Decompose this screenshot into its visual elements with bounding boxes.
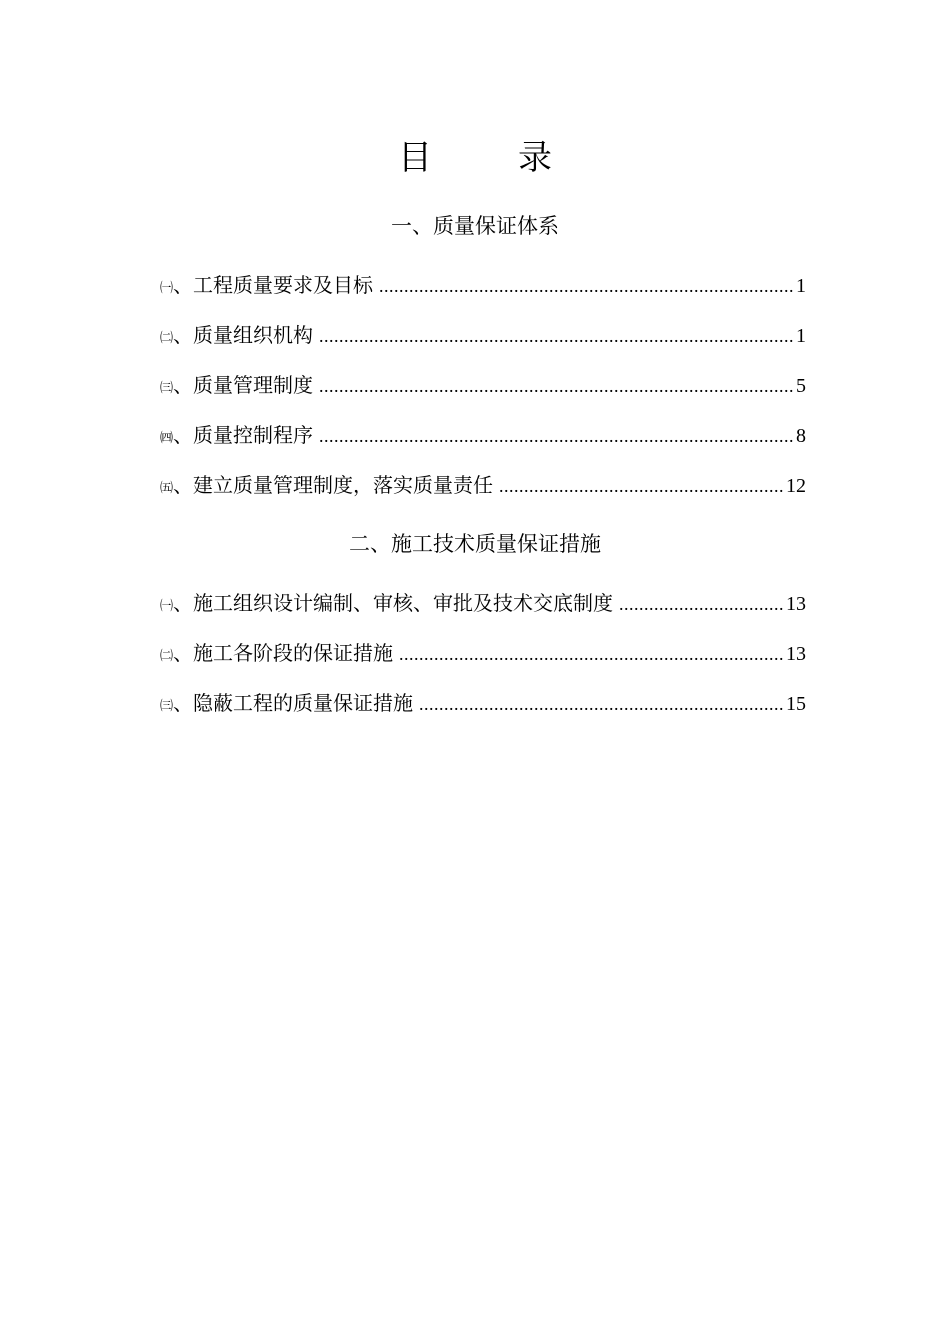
toc-entry[interactable] (160, 470, 806, 500)
toc-entry-separator: 、 (173, 691, 194, 715)
toc-entry-separator: 、 (173, 423, 194, 447)
toc-entry[interactable] (160, 370, 806, 400)
toc-page-number: 13 (786, 593, 806, 615)
toc-entry-number: ㈡ (160, 649, 174, 664)
toc-entry-number: ㈠ (160, 599, 174, 614)
toc-entry-separator: 、 (173, 323, 194, 347)
page-title (0, 133, 950, 183)
toc-entry-title: 建立质量管理制度，落实质量责任 (193, 473, 494, 497)
toc-dot-leader (499, 471, 784, 501)
toc-entry-number: ㈡ (160, 331, 174, 346)
toc-entry[interactable] (160, 420, 806, 450)
toc-entry[interactable] (160, 270, 806, 300)
toc-page-number: 5 (796, 375, 806, 397)
toc-entry-title: 质量控制程序 (193, 423, 314, 447)
toc-dot-leader (319, 321, 794, 351)
toc-entry-separator: 、 (173, 591, 194, 615)
toc-entry-separator: 、 (173, 373, 194, 397)
toc-dot-leader (319, 421, 794, 451)
toc-entry-title: 工程质量要求及目标 (193, 273, 374, 297)
toc-entry-number: ㈤ (160, 481, 174, 496)
toc-entry-title: 施工组织设计编制、审核、审批及技术交底制度 (193, 591, 614, 615)
toc-dot-leader (319, 371, 794, 401)
section-heading-2: 二、施工技术质量保证措施 (349, 532, 601, 556)
toc-page-number: 1 (796, 325, 806, 347)
toc-entry-title: 质量组织机构 (193, 323, 314, 347)
toc-page-number: 15 (786, 693, 806, 715)
toc-page-number: 13 (786, 643, 806, 665)
title-char-2: 录 (518, 138, 552, 178)
toc-entry-number: ㈢ (160, 381, 174, 396)
toc-entry[interactable] (160, 320, 806, 350)
toc-dot-leader (619, 589, 784, 619)
title-char-1: 目 (398, 138, 432, 178)
toc-entry[interactable] (160, 638, 806, 668)
toc-page-number: 12 (786, 475, 806, 497)
toc-entry-number: ㈣ (160, 431, 174, 446)
toc-entry-separator: 、 (173, 273, 194, 297)
toc-entry-title: 施工各阶段的保证措施 (193, 641, 394, 665)
toc-page-number: 8 (796, 425, 806, 447)
toc-dot-leader (379, 271, 794, 301)
toc-entry-number: ㈢ (160, 699, 174, 714)
toc-entry-number: ㈠ (160, 281, 174, 296)
section-heading-1: 一、质量保证体系 (391, 214, 559, 238)
toc-entry[interactable] (160, 588, 806, 618)
toc-dot-leader (399, 639, 784, 669)
toc-entry-separator: 、 (173, 473, 194, 497)
toc-entry-title: 质量管理制度 (193, 373, 314, 397)
toc-entry-separator: 、 (173, 641, 194, 665)
toc-entry-title: 隐蔽工程的质量保证措施 (193, 691, 414, 715)
toc-page-number: 1 (796, 275, 806, 297)
toc-entry[interactable] (160, 688, 806, 718)
toc-dot-leader (419, 689, 784, 719)
